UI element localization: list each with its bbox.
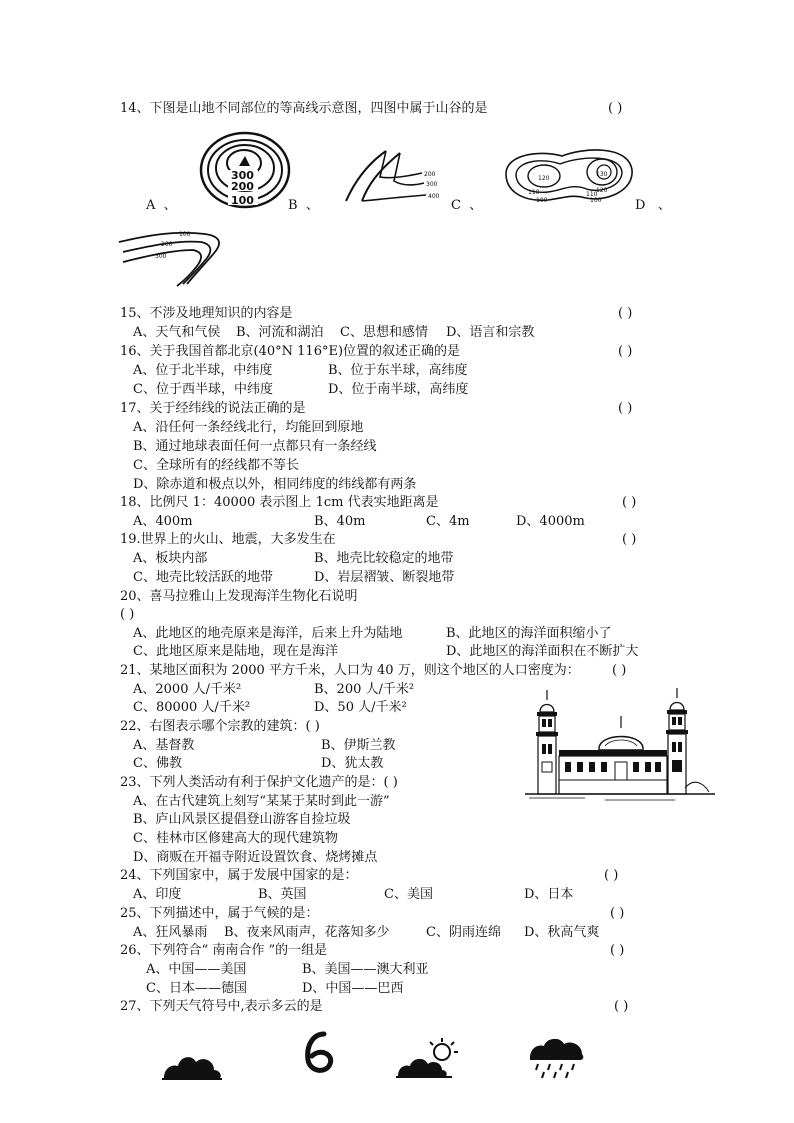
contour-figure-c — [500, 142, 640, 204]
svg-text:110: 110 — [528, 189, 540, 196]
svg-text:300: 300 — [426, 181, 438, 188]
q15-option: C、思想和感情 — [340, 325, 428, 340]
q19-answer-paren: ( ) — [622, 532, 637, 547]
q15-option: D、语言和宗教 — [446, 325, 535, 340]
q20-option: C、此地区原来是陆地，现在是海洋 — [133, 644, 338, 659]
q22-stem: 22、右图表示哪个宗教的建筑：( ) — [120, 719, 320, 734]
q23-option: B、庐山风景区提倡登山游客自捡垃圾 — [133, 812, 351, 827]
q20-answer-paren: ( ) — [120, 607, 135, 622]
q26-option: B、美国——澳大利亚 — [302, 962, 429, 977]
q24-option: D、日本 — [524, 887, 574, 902]
q17-stem: 17、关于经纬线的说法正确的是 — [120, 401, 306, 416]
q19-option: A、板块内部 — [133, 551, 208, 566]
option-label-a: A 、 — [146, 198, 177, 213]
typhoon-icon — [298, 1030, 338, 1078]
q17-option: B、通过地球表面任何一点都只有一条经线 — [133, 439, 377, 454]
q27-answer-paren: ( ) — [614, 999, 629, 1014]
contour-label: 200 — [231, 180, 254, 193]
q22-option: D、犹太教 — [321, 756, 384, 771]
q21-option: D、50 人/千米² — [314, 700, 407, 715]
q24-answer-paren: ( ) — [604, 868, 619, 883]
q21-answer-paren: ( ) — [612, 663, 627, 678]
q19-option: D、岩层褶皱、断裂地带 — [314, 570, 455, 585]
q26-option: D、中国——巴西 — [302, 981, 404, 996]
q16-option: B、位于东半球，高纬度 — [328, 363, 468, 378]
q18-option: C、4m — [426, 514, 470, 529]
q21-option: C、80000 人/千米² — [133, 700, 251, 715]
q24-option: A、印度 — [133, 887, 182, 902]
contour-label: 300 — [231, 169, 254, 182]
q23-option: C、桂林市区修建高大的现代建筑物 — [133, 831, 338, 846]
q19-option: C、地壳比较活跃的地带 — [133, 570, 273, 585]
q15-stem: 15、不涉及地理知识的内容是 — [120, 306, 293, 321]
q26-stem: 26、下列符合“ 南南合作 ”的一组是 — [120, 943, 328, 958]
q26-option: C、日本——德国 — [146, 981, 247, 996]
q16-answer-paren: ( ) — [618, 344, 633, 359]
q20-option: A、此地区的地壳原来是海洋，后来上升为陆地 — [133, 626, 403, 641]
q24-option: B、英国 — [258, 887, 307, 902]
q27-stem: 27、下列天气符号中,表示多云的是 — [120, 999, 323, 1014]
q17-option: C、全球所有的经线都不等长 — [133, 458, 299, 473]
q26-answer-paren: ( ) — [610, 943, 625, 958]
svg-text:130: 130 — [596, 171, 608, 178]
q25-option: C、阴雨连绵 — [426, 925, 501, 940]
q17-answer-paren: ( ) — [618, 401, 633, 416]
contour-figure-b — [342, 143, 462, 208]
q16-option: C、位于西半球，中纬度 — [133, 382, 273, 397]
q18-option: B、40m — [314, 514, 366, 529]
q15-option: B、河流和湖泊 — [236, 325, 324, 340]
q22-option: A、基督教 — [133, 738, 195, 753]
q16-option: D、位于南半球，高纬度 — [328, 382, 469, 397]
svg-text:200: 200 — [161, 241, 173, 248]
svg-text:110: 110 — [586, 191, 598, 198]
option-label-d: D 、 — [635, 198, 671, 213]
svg-text:120: 120 — [596, 187, 608, 194]
q23-option: A、在古代建筑上刻写“某某于某时到此一游” — [133, 794, 390, 809]
svg-text:100: 100 — [536, 197, 548, 204]
q23-option: D、商贩在开福寺附近设置饮食、烧烤摊点 — [133, 850, 378, 865]
q19-option: B、地壳比较稳定的地带 — [314, 551, 454, 566]
q20-stem: 20、喜马拉雅山上发现海洋生物化石说明 — [120, 589, 358, 604]
q15-answer-paren: ( ) — [618, 306, 633, 321]
option-label-b: B 、 — [288, 198, 319, 213]
q22-option: B、伊斯兰教 — [321, 738, 396, 753]
q15-option: A、天气和气侯 — [133, 325, 221, 340]
contour-label: 100 — [231, 194, 254, 207]
q25-option: A、狂风暴雨 — [133, 925, 208, 940]
q21-option: A、2000 人/千米² — [133, 682, 242, 697]
q17-option: D、除赤道和极点以外，相同纬度的纬线都有两条 — [133, 477, 417, 492]
q18-option: A、400m — [133, 514, 193, 529]
contour-figure-d — [115, 228, 230, 288]
q25-answer-paren: ( ) — [610, 906, 625, 921]
q18-stem: 18、比例尺 1：40000 表示图上 1cm 代表实地距离是 — [120, 495, 439, 510]
q14-stem: 14、下图是山地不同部位的等高线示意图，四图中属于山谷的是 — [120, 101, 488, 116]
q16-option: A、位于北半球，中纬度 — [133, 363, 273, 378]
cloudy-sunny-icon — [396, 1036, 468, 1080]
q24-stem: 24、下列国家中，属于发展中国家的是： — [120, 868, 358, 883]
q20-option: B、此地区的海洋面积缩小了 — [446, 626, 612, 641]
q17-option: A、沿任何一条经线北行，均能回到原地 — [133, 420, 364, 435]
svg-text:100: 100 — [590, 197, 602, 204]
q25-option: B、夜来风雨声，花落知多少 — [224, 925, 390, 940]
q25-stem: 25、下列描述中，属于气候的是： — [120, 906, 319, 921]
q26-option: A、中国——美国 — [146, 962, 247, 977]
svg-text:400: 400 — [428, 193, 440, 200]
q21-stem: 21、某地区面积为 2000 平方千米，人口为 40 万，则这个地区的人口密度为： — [120, 663, 580, 678]
rain-icon — [528, 1036, 584, 1080]
q21-option: B、200 人/千米² — [314, 682, 415, 697]
q20-option: D、此地区的海洋面积在不断扩大 — [446, 644, 639, 659]
q16-stem: 16、关于我国首都北京(40°N 116°E)位置的叙述正确的是 — [120, 344, 461, 359]
q18-option: D、4000m — [516, 514, 585, 529]
option-label-c: C 、 — [451, 198, 483, 213]
q19-stem: 19.世界上的火山、地震，大多发生在 — [120, 532, 336, 547]
svg-text:200: 200 — [424, 171, 436, 178]
q25-option: D、秋高气爽 — [524, 925, 600, 940]
q23-stem: 23、下列人类活动有利于保护文化遗产的是：( ) — [120, 775, 398, 790]
svg-text:100: 100 — [179, 231, 191, 238]
svg-text:300: 300 — [155, 253, 167, 260]
svg-text:120: 120 — [538, 175, 550, 182]
q14-answer-paren: ( ) — [608, 101, 623, 116]
mosque-illustration — [525, 688, 715, 803]
q18-answer-paren: ( ) — [622, 495, 637, 510]
cloudy-icon — [162, 1042, 222, 1082]
q22-option: C、佛教 — [133, 756, 182, 771]
contour-figure-a — [198, 130, 298, 210]
q24-option: C、美国 — [384, 887, 433, 902]
